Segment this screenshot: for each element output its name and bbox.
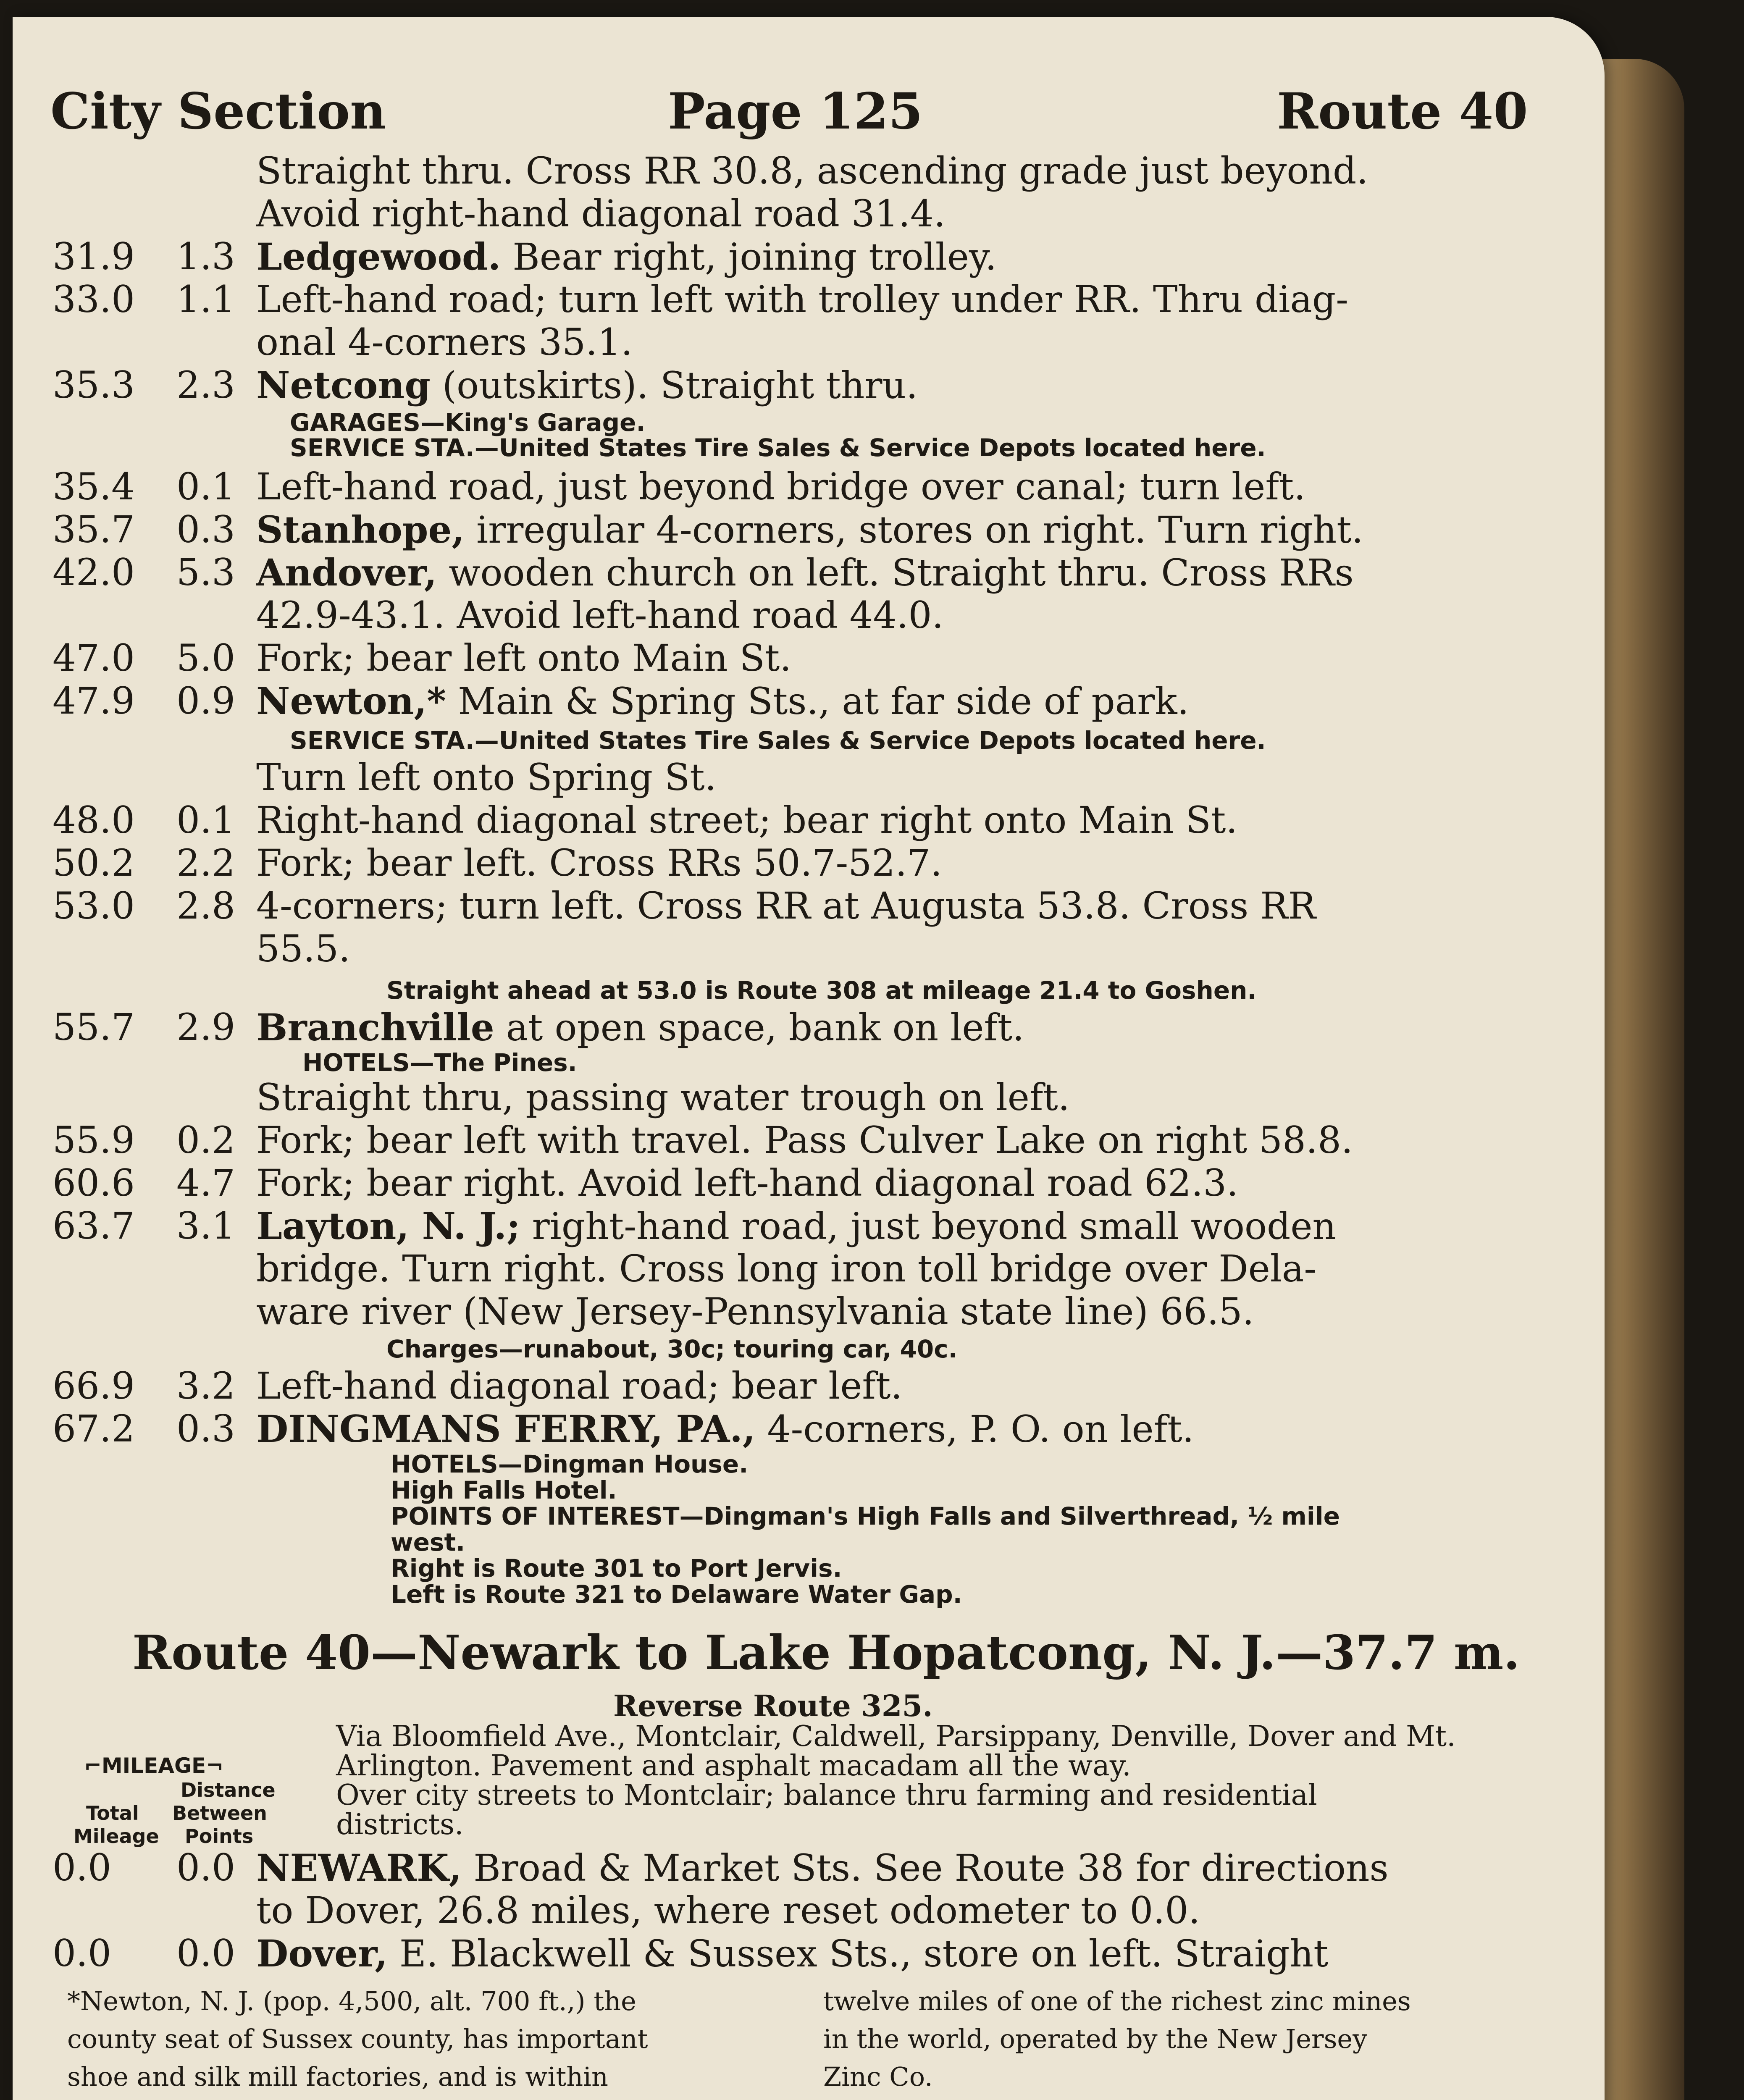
direction-detail: (outskirts). Straight thru.	[430, 364, 918, 407]
direction-detail: Main & Spring Sts., at far side of park.	[446, 680, 1189, 723]
direction-detail: wooden church on left. Straight thru. Cross RRs	[437, 551, 1354, 594]
direction-text	[256, 1889, 1200, 1932]
direction-detail: Avoid right-hand diagonal road 31.4.	[256, 192, 946, 235]
direction-text	[256, 1364, 902, 1407]
footnote-left: *Newton, N. J. (pop. 4,500, alt. 700 ft.,) the county seat of Sussex county, has important shoe and silk mill factories, and is within	[67, 1986, 648, 2092]
place-name: NEWARK,	[256, 1846, 462, 1890]
direction-text	[256, 884, 1316, 927]
direction-text	[256, 1407, 1194, 1451]
total-mileage: 42.0	[53, 551, 135, 594]
distance-between: 2.9	[176, 1005, 235, 1049]
total-mileage: 53.0	[53, 884, 135, 927]
direction-text	[256, 192, 946, 235]
direction-detail: 4-corners, P. O. on left.	[755, 1407, 1194, 1451]
direction-text	[256, 363, 918, 407]
route-branch-note: Straight ahead at 53.0 is Route 308 at mileage 21.4 to Goshen.	[386, 976, 1257, 1005]
direction-text	[256, 320, 633, 364]
mileage-label: ⌐MILEAGE¬	[84, 1754, 224, 1778]
total-mileage: 47.9	[53, 679, 135, 722]
distance-between: 0.0	[176, 1846, 235, 1889]
direction-detail: Fork; bear left with travel. Pass Culver Lake on right 58.8.	[256, 1118, 1353, 1162]
direction-detail: bridge. Turn right. Cross long iron toll bridge over Dela-	[256, 1247, 1317, 1290]
distance-between: 5.3	[176, 551, 235, 594]
direction-detail: Left-hand road, just beyond bridge over canal; turn left.	[256, 465, 1306, 508]
direction-detail: Right-hand diagonal street; bear right onto Main St.	[256, 798, 1238, 842]
service-station-note: SERVICE STA.—United States Tire Sales & Service Depots located here.	[290, 433, 1266, 462]
page-number: Page 125	[668, 82, 923, 140]
distance-between: 0.3	[176, 1407, 235, 1450]
poi-note: Right is Route 301 to Port Jervis.	[391, 1554, 842, 1583]
distance-between: 0.1	[176, 798, 235, 842]
direction-text	[256, 235, 997, 278]
distance-between: 2.8	[176, 884, 235, 927]
direction-text	[256, 149, 1368, 192]
hotels-note: HOTELS—The Pines.	[302, 1048, 577, 1077]
direction-detail: irregular 4-corners, stores on right. Turn right.	[465, 508, 1363, 551]
direction-text	[256, 1247, 1316, 1290]
direction-detail: right-hand road, just beyond small wooden	[520, 1205, 1337, 1248]
direction-text	[256, 756, 717, 799]
between-label: Between	[172, 1802, 267, 1824]
direction-detail: 4-corners; turn left. Cross RR at Augusta 53.8. Cross RR	[256, 884, 1316, 927]
place-name: Stanhope,	[256, 508, 465, 551]
direction-text	[256, 1118, 1353, 1162]
place-name: Newton,*	[256, 679, 447, 723]
direction-text	[256, 465, 1305, 508]
total-mileage: 0.0	[53, 1846, 111, 1889]
direction-detail: at open space, bank on left.	[494, 1006, 1024, 1049]
direction-detail: Bear right, joining trolley.	[501, 235, 997, 278]
place-name: Ledgewood.	[256, 235, 501, 278]
distance-between: 0.2	[176, 1118, 235, 1162]
total-mileage: 63.7	[53, 1204, 135, 1247]
direction-text	[256, 593, 943, 637]
direction-detail: Left-hand road; turn left with trolley under RR. Thru diag-	[256, 278, 1348, 321]
route-header: Route 40	[1277, 82, 1528, 140]
total-mileage: 33.0	[53, 278, 135, 321]
total-mileage: 55.9	[53, 1118, 135, 1162]
direction-detail: Straight thru, passing water trough on left.	[256, 1076, 1070, 1119]
via-line-2: Arlington. Pavement and asphalt macadam all the way.	[336, 1749, 1131, 1782]
direction-detail: Straight thru. Cross RR 30.8, ascending grade just beyond.	[256, 149, 1368, 192]
direction-text	[256, 1846, 1389, 1890]
poi-note: High Falls Hotel.	[391, 1476, 617, 1504]
route-title: Route 40—Newark to Lake Hopatcong, N. J.—37.7 m.	[132, 1625, 1520, 1680]
section-header: City Section	[50, 82, 386, 140]
total-mileage: 47.0	[53, 636, 135, 680]
distance-between: 3.2	[176, 1364, 235, 1407]
distance-between: 0.3	[176, 508, 235, 551]
poi-note: HOTELS—Dingman House.	[391, 1450, 749, 1478]
distance-between: 4.7	[176, 1161, 235, 1205]
total-mileage: 60.6	[53, 1161, 135, 1205]
direction-text	[256, 1932, 1328, 1975]
direction-detail: Fork; bear left. Cross RRs 50.7-52.7.	[256, 841, 943, 885]
place-name: Dover,	[256, 1932, 388, 1975]
direction-detail: onal 4-corners 35.1.	[256, 320, 633, 364]
direction-detail: 55.5.	[256, 927, 350, 970]
total-mileage: 0.0	[53, 1932, 111, 1975]
direction-text	[256, 636, 791, 680]
direction-text	[256, 679, 1189, 723]
total-label: Total	[86, 1802, 139, 1824]
reverse-route: Reverse Route 325.	[613, 1688, 933, 1723]
via-line-4: districts.	[336, 1808, 464, 1841]
place-name: DINGMANS FERRY, PA.,	[256, 1407, 756, 1451]
direction-text	[256, 1204, 1336, 1248]
distance-between: 5.0	[176, 636, 235, 680]
service-station-note: SERVICE STA.—United States Tire Sales & Service Depots located here.	[290, 726, 1266, 755]
distance-between: 1.3	[176, 235, 235, 278]
direction-detail: E. Blackwell & Sussex Sts., store on left. Straight	[387, 1932, 1329, 1975]
distance-between: 2.2	[176, 841, 235, 885]
place-name: Branchville	[256, 1005, 494, 1049]
direction-detail: Left-hand diagonal road; bear left.	[256, 1364, 903, 1407]
direction-detail: ware river (New Jersey-Pennsylvania state line) 66.5.	[256, 1290, 1254, 1333]
footnote-right: twelve miles of one of the richest zinc mines in the world, operated by the New Jersey Zinc Co.	[823, 1986, 1411, 2092]
total-mileage: 35.7	[53, 508, 135, 551]
total-mileage: 31.9	[53, 235, 135, 278]
distance-between: 2.3	[176, 363, 235, 407]
distance-between: 3.1	[176, 1204, 235, 1247]
direction-detail: Broad & Market Sts. See Route 38 for directions	[462, 1846, 1389, 1890]
poi-note: west.	[391, 1528, 465, 1557]
poi-note: Left is Route 321 to Delaware Water Gap.	[391, 1580, 962, 1609]
total-mileage: 48.0	[53, 798, 135, 842]
place-name: Layton, N. J.;	[256, 1204, 520, 1248]
direction-text	[256, 1005, 1024, 1049]
garages-note: GARAGES—King's Garage.	[290, 408, 646, 437]
direction-text	[256, 841, 942, 885]
via-line-1: Via Bloomfield Ave., Montclair, Caldwell, Parsippany, Denville, Dover and Mt.	[336, 1720, 1456, 1753]
distance-between: 0.1	[176, 465, 235, 508]
total-mileage: 35.4	[53, 465, 135, 508]
distance-between: 1.1	[176, 278, 235, 321]
direction-text	[256, 508, 1363, 551]
place-name: Netcong	[256, 363, 431, 407]
direction-detail: Turn left onto Spring St.	[256, 756, 717, 799]
total-mileage: 50.2	[53, 841, 135, 885]
distance-between: 0.0	[176, 1932, 235, 1975]
distance-between: 0.9	[176, 679, 235, 722]
distance-label: Distance	[181, 1779, 276, 1801]
total-mileage: 35.3	[53, 363, 135, 407]
via-line-3: Over city streets to Montclair; balance thru farming and residential	[336, 1779, 1317, 1812]
charges-note: Charges—runabout, 30c; touring car, 40c.	[386, 1335, 958, 1363]
direction-text	[256, 278, 1348, 321]
direction-text	[256, 927, 350, 970]
direction-detail: 42.9-43.1. Avoid left-hand road 44.0.	[256, 593, 944, 637]
direction-text	[256, 1290, 1254, 1333]
direction-text	[256, 798, 1237, 842]
poi-note: POINTS OF INTEREST—Dingman's High Falls and Silverthread, ½ mile	[391, 1502, 1340, 1530]
place-name: Andover,	[256, 551, 437, 594]
total-mileage: 67.2	[53, 1407, 135, 1450]
direction-detail: Fork; bear left onto Main St.	[256, 636, 792, 680]
points-label: Points	[185, 1825, 254, 1848]
direction-text	[256, 1076, 1070, 1119]
total-mileage: 66.9	[53, 1364, 135, 1407]
mileage-sub-label: Mileage	[74, 1825, 159, 1848]
direction-text	[256, 1161, 1238, 1205]
direction-text	[256, 551, 1354, 594]
direction-detail: to Dover, 26.8 miles, where reset odometer to 0.0.	[256, 1889, 1200, 1932]
total-mileage: 55.7	[53, 1005, 135, 1049]
direction-detail: Fork; bear right. Avoid left-hand diagonal road 62.3.	[256, 1161, 1239, 1205]
